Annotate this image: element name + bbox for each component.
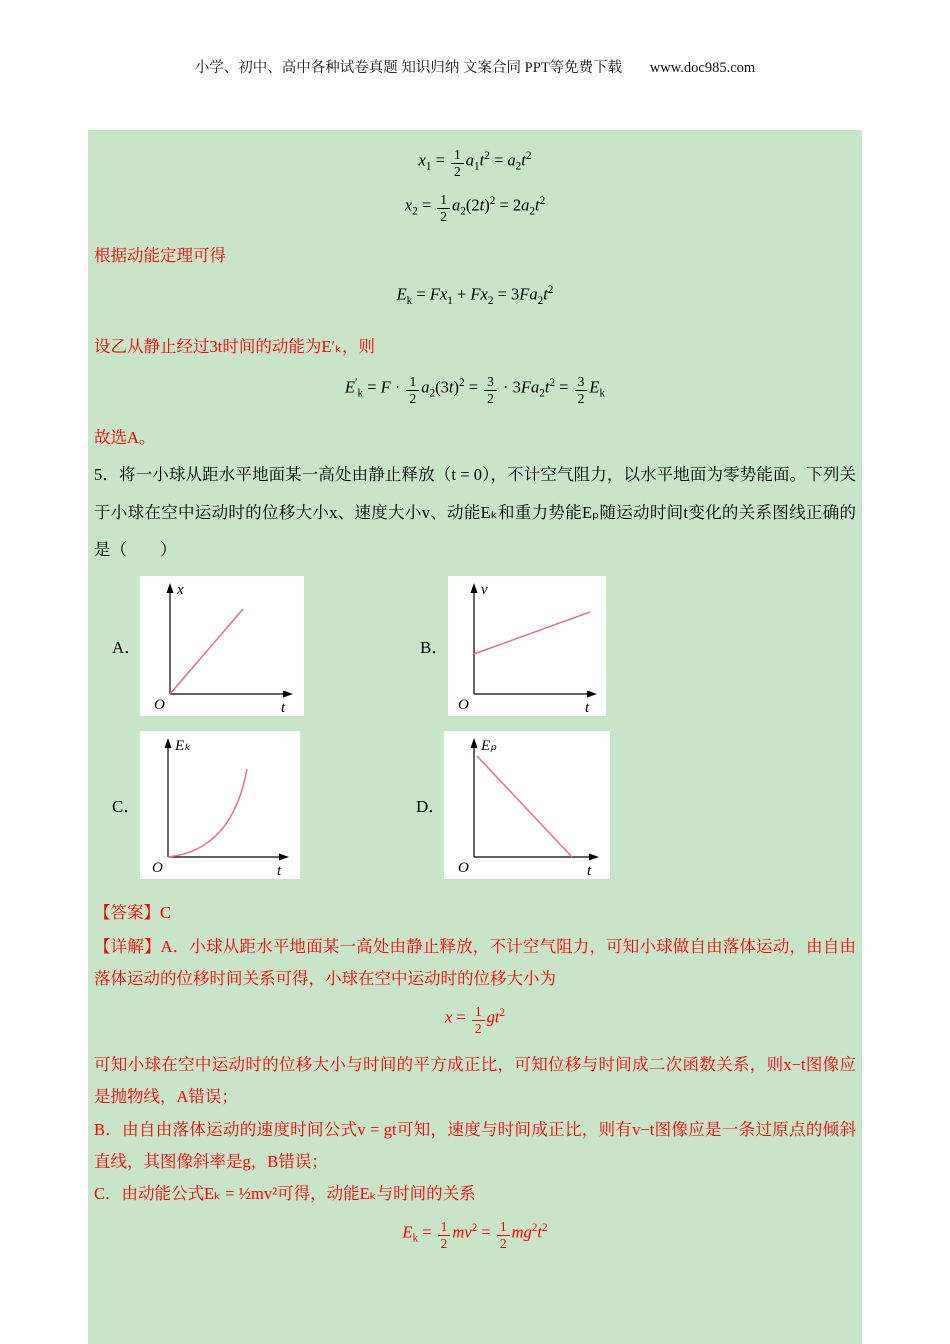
answer-text: 【答案】C [94, 902, 172, 922]
option-graphs [94, 576, 856, 879]
formula-kinetic-energy-sum: $E_k = Fx_1 + Fx_2 = 3Fa_2t^2$ [396, 284, 554, 307]
graph-c-x-arrow-icon [279, 853, 289, 860]
graph-a-ylabel: x [177, 581, 184, 598]
solution4-choose-text: 故选A。 [94, 428, 156, 448]
graph-b-xlabel: t [585, 699, 590, 716]
graph-a-xlabel: t [281, 699, 286, 716]
formula-x2: $x_2$ = $\frac{1}{2}$ $a_2(2t)^2 = 2a_2t^2$ [404, 192, 546, 224]
option-c-label: C． [112, 797, 141, 817]
content-area [88, 130, 862, 1344]
graph-d-xlabel: t [587, 862, 592, 879]
header-site-text: 小学、初中、高中各种试卷真题 知识归纳 文案合同 PPT等免费下载 [194, 60, 623, 76]
graph-a-y-arrow-icon [167, 583, 174, 593]
graph-b-curve [474, 612, 590, 654]
analysis-a2-text: 可知小球在空中运动时的位移大小与时间的平方成正比，可知位移与时间成二次函数关系，则x−t图像应是抛物线，A错误； [94, 1055, 856, 1107]
graph-d [444, 731, 610, 879]
graph-row-2 [94, 731, 856, 879]
analysis-a-text: 【详解】A．小球从距水平地面某一高处由静止释放，不计空气阻力，可知小球做自由落体运动，由自由落体运动的位移时间关系可得，小球在空中运动时的位移大小为 [94, 936, 856, 989]
graph-d-y-arrow-icon [471, 738, 478, 748]
option-b-label: B． [420, 638, 449, 658]
formula-x1: $x_1$ = $\frac{1}{2}$ $a_1t^2 = a_2t^2$ [418, 147, 532, 179]
graph-d-x-arrow-icon [589, 853, 599, 860]
graph-c-xlabel: t [277, 862, 282, 879]
option-a-label: A． [112, 638, 142, 658]
graph-b-x-arrow-icon [587, 690, 597, 697]
graph-b-y-arrow-icon [471, 583, 478, 593]
graph-d-origin-label: O [458, 859, 469, 876]
graph-c-origin-label: O [152, 859, 163, 876]
graph-d-ylabel: Eₚ [481, 737, 497, 754]
graph-a-x-arrow-icon [283, 690, 293, 697]
analysis-b-text: B．由自由落体运动的速度时间公式v = gt可知，速度与时间成正比，则有v−t图像应是一条过原点的倾斜直线，其图像斜率是g，B错误； [94, 1119, 856, 1171]
graph-d-curve [477, 756, 572, 857]
graph-c-y-arrow-icon [165, 738, 172, 748]
graph-b-ylabel: v [481, 581, 488, 598]
graph-a-curve [170, 609, 243, 694]
formula-kinetic-time: $E_k$ = $\frac{1}{2}$ $mv^2$ = $\frac{1}{2}$ $mg^2t^2$ [402, 1219, 548, 1251]
graph-c-ylabel: Eₖ [175, 737, 191, 754]
header-site-url: www.doc985.com [649, 60, 756, 76]
question5-text: 5．将一小球从距水平地面某一高处由静止释放（t = 0），不计空气阻力，以水平地面为零势能面。下列关于小球在空中运动时的位移大小x、速度大小v、动能Eₖ和重力势能Eₚ随运动时间t变化的关系图线正确的是（ ） [94, 465, 856, 559]
graph-row-1 [94, 576, 856, 716]
graph-a [140, 576, 304, 716]
solution4-theorem-text: 根据动能定理可得 [94, 246, 226, 265]
option-d-label: D． [416, 797, 446, 817]
formula-displacement: x = $\frac{1}{2}$ $gt^2$ [444, 1004, 506, 1036]
graph-c-curve [168, 769, 247, 857]
graph-b [448, 576, 606, 716]
analysis-c-text: C．由动能公式Eₖ = ½mv²可得，动能Eₖ与时间的关系 [94, 1183, 476, 1203]
graph-c [140, 731, 300, 879]
graph-a-origin-label: O [154, 696, 165, 713]
page-header [0, 56, 950, 77]
solution4-assume-text: 设乙从静止经过3t时间的动能为E′ₖ，则 [94, 337, 376, 357]
formula-ek-prime: $E'_k = F$ · $\frac{1}{2}$ $a_2(3t)^2$ = $\frac{3}{2}$ · $3Fa_2t^2$ = $\frac{3}{2}$ $E_k$ [344, 374, 606, 406]
graph-b-origin-label: O [458, 696, 469, 713]
